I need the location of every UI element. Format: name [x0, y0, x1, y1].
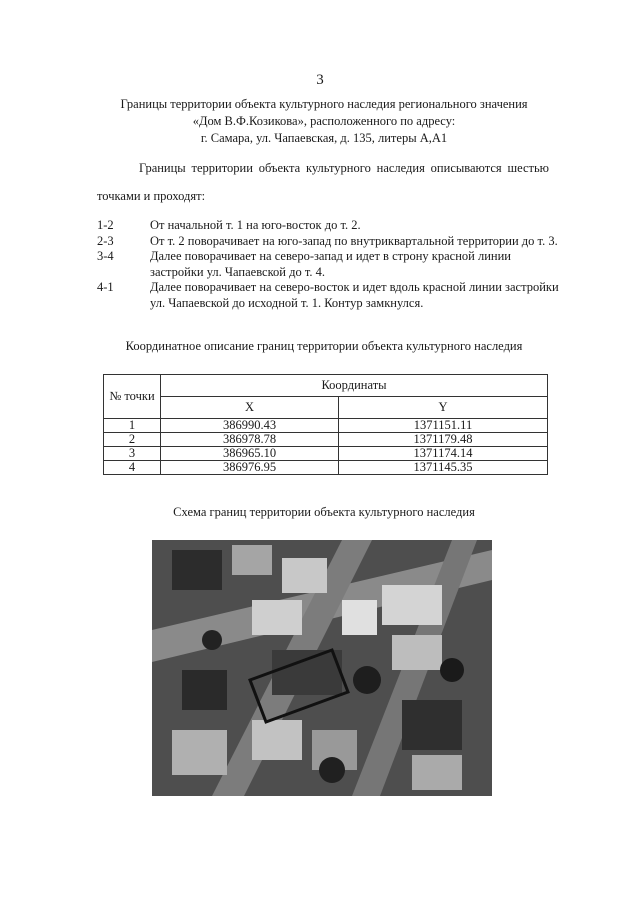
- page-number: 3: [316, 72, 324, 88]
- table-header-coordinates: Координаты: [161, 375, 548, 397]
- title-line-1: Границы территории объекта культурного наследия регионального значения: [120, 97, 528, 111]
- cell-x: 386978.78: [161, 433, 339, 447]
- table-row: [104, 461, 548, 475]
- cell-point: 4: [104, 461, 161, 475]
- scheme-heading: Схема границ территории объекта культурного наследия: [173, 505, 475, 519]
- aerial-map-image: [152, 540, 492, 796]
- list-item: [97, 218, 567, 234]
- cell-x: 386976.95: [161, 461, 339, 475]
- list-item: [97, 234, 567, 250]
- title-line-2: «Дом В.Ф.Козикова», расположенного по адресу:: [192, 114, 456, 128]
- cell-y: 1371174.14: [339, 447, 548, 461]
- point-description: От т. 2 поворачивает на юго-запад по внутриквартальной территории до т. 3.: [150, 233, 558, 248]
- cell-y: 1371151.11: [339, 419, 548, 433]
- cell-y: 1371145.35: [339, 461, 548, 475]
- list-item: [97, 280, 567, 311]
- table-header-x: X: [161, 397, 339, 419]
- table-header-y: Y: [339, 397, 548, 419]
- document-title: [60, 96, 588, 147]
- cell-x: 386965.10: [161, 447, 339, 461]
- point-description: Далее поворачивает на северо-запад и идет в строну красной линии застройки ул. Чапаевской до т. 4.: [150, 249, 511, 279]
- cell-point: 3: [104, 447, 161, 461]
- point-number: 4-1: [97, 280, 114, 294]
- table-header-point: № точки: [104, 375, 161, 419]
- coordinates-heading: Координатное описание границ территории объекта культурного наследия: [125, 339, 523, 353]
- table-row: [104, 433, 548, 447]
- list-item: [97, 249, 567, 280]
- point-number: 3-4: [97, 249, 114, 263]
- boundary-points-list: [97, 218, 567, 311]
- cell-y: 1371179.48: [339, 433, 548, 447]
- cell-point: 1: [104, 419, 161, 433]
- cell-x: 386990.43: [161, 419, 339, 433]
- table-row: [104, 447, 548, 461]
- table-row: [104, 419, 548, 433]
- coordinates-table: [103, 374, 548, 475]
- cell-point: 2: [104, 433, 161, 447]
- intro-paragraph: Границы территории объекта культурного наследия описываются шестью точками и проходят:: [97, 161, 549, 203]
- point-number: 2-3: [97, 233, 114, 248]
- point-description: Далее поворачивает на северо-восток и идет вдоль красной линии застройки ул. Чапаевской до исходной т. 1. Контур замкнулся.: [150, 280, 559, 310]
- title-line-3: г. Самара, ул. Чапаевская, д. 135, литеры А,А1: [200, 131, 448, 145]
- point-number: 1-2: [97, 218, 114, 232]
- point-description: От начальной т. 1 на юго-восток до т. 2.: [150, 218, 361, 232]
